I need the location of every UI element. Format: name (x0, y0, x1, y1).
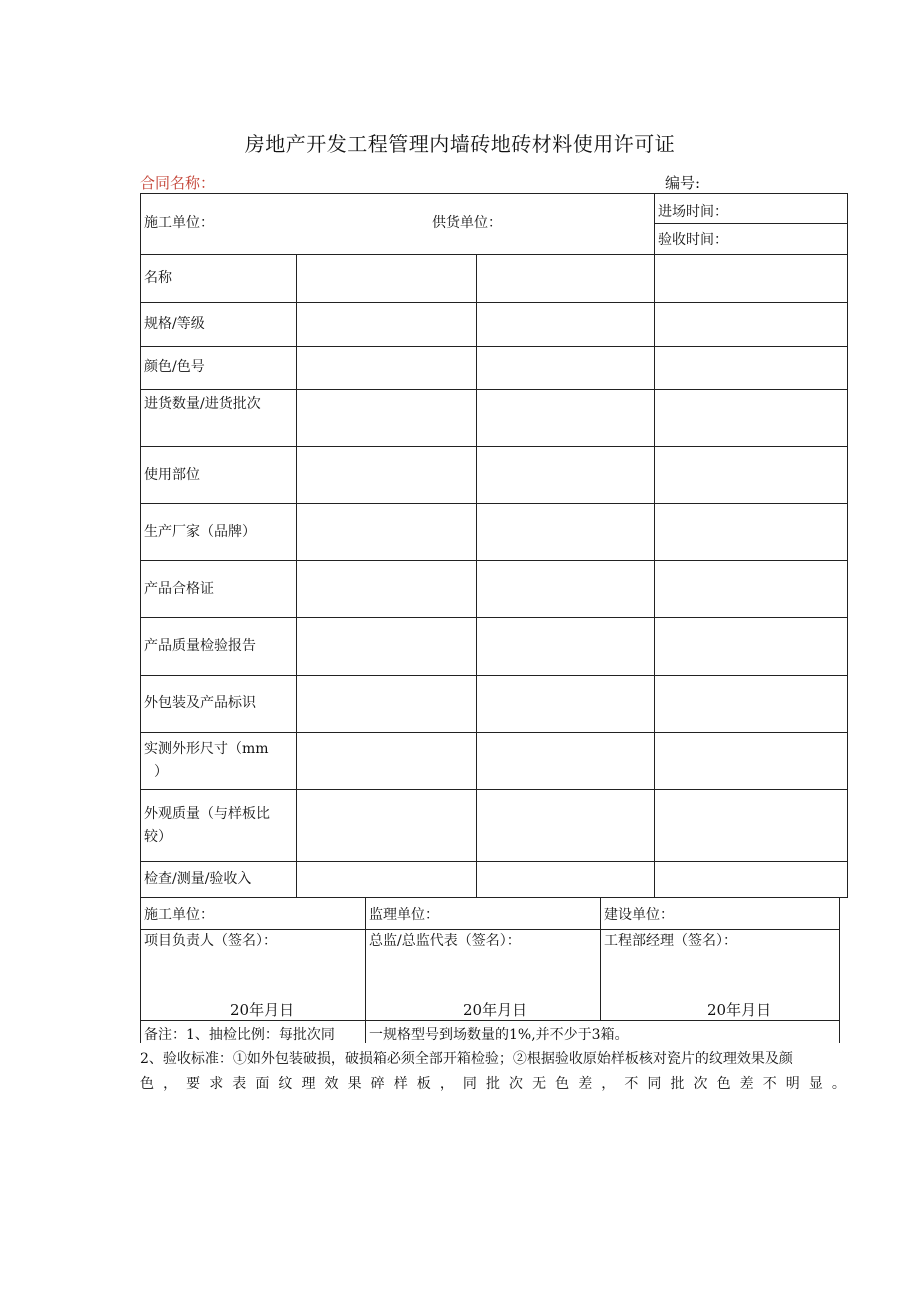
remarks-char: 无 (532, 1076, 547, 1092)
remarks-char: 显 (808, 1076, 823, 1092)
table-border-right (847, 193, 848, 897)
remarks-char: 纹 (278, 1076, 293, 1092)
row-label-spec-grade: 规格/等级 (144, 316, 205, 332)
date-field-3: 20年月日 (707, 1001, 772, 1019)
remarks-char: 不 (762, 1076, 777, 1092)
row-label-appearance-line2: 较） (144, 829, 172, 845)
row-label-color-number: 颜色/色号 (144, 359, 205, 375)
remarks-standard-line: 2、验收标准：①如外包装破损，破损箱必须全部开箱检验；②根据验收原始样板核对瓷片的纹理效果及颜 (140, 1051, 793, 1067)
remarks-char: 面 (255, 1076, 270, 1092)
row-label-certificate: 产品合格证 (144, 581, 214, 597)
remarks-char: 批 (485, 1076, 500, 1092)
contract-name-label: 合同名称： (140, 174, 216, 192)
sign-construction-unit-label: 施工单位： (144, 907, 214, 923)
date-field-1: 20年月日 (230, 1001, 295, 1019)
row-label-inspection-report: 产品质量检验报告 (144, 638, 256, 654)
sign-supervision-unit-label: 监理单位： (369, 907, 439, 923)
remarks-char: 明 (785, 1076, 800, 1092)
serial-number-label: 编号: (665, 174, 701, 192)
remarks-char: ， (601, 1076, 616, 1092)
table-line (654, 223, 848, 224)
table-line (140, 617, 848, 618)
construction-unit-label: 施工单位： (144, 215, 214, 231)
row-label-name: 名称 (144, 270, 172, 286)
remarks-char: 差 (578, 1076, 593, 1092)
row-label-usage-location: 使用部位 (144, 467, 200, 483)
row-label-manufacturer: 生产厂家（品牌） (144, 524, 256, 540)
table-line (140, 389, 848, 390)
table-line (140, 560, 848, 561)
acceptance-time-label: 验收时间： (658, 232, 728, 248)
table-line (140, 503, 848, 504)
remarks-char: 色 (716, 1076, 731, 1092)
remarks-char: 不 (624, 1076, 639, 1092)
remarks-char: 同 (462, 1076, 477, 1092)
supplier-unit-label: 供货单位： (432, 215, 502, 231)
table-line (365, 897, 366, 1043)
remarks-char: 碎 (370, 1076, 385, 1092)
arrival-time-label: 进场时间： (658, 204, 728, 220)
remarks-char: 差 (739, 1076, 754, 1092)
table-border-right (839, 897, 840, 1043)
remarks-char: 板 (416, 1076, 431, 1092)
table-line (140, 446, 848, 447)
table-line (296, 254, 297, 897)
table-line (140, 302, 848, 303)
remarks-char: 要 (186, 1076, 201, 1092)
sign-owner-unit-label: 建设单位： (604, 907, 674, 923)
row-label-appearance-line1: 外观质量（与样板比 (144, 806, 270, 822)
table-border-bottom (140, 897, 848, 898)
table-line (476, 254, 477, 897)
row-label-dimensions-line1: 实测外形尺寸（mm (144, 741, 269, 757)
date-field-2: 20年月日 (463, 1001, 528, 1019)
remarks-standard-line-continued (140, 1073, 846, 1093)
remarks-char: 批 (670, 1076, 685, 1092)
table-line (140, 254, 848, 255)
table-line (140, 861, 848, 862)
remarks-char: 色 (555, 1076, 570, 1092)
remarks-char: 求 (209, 1076, 224, 1092)
remarks-part2: 一规格型号到场数量的1%,并不少于3箱。 (369, 1027, 629, 1043)
table-border-left (140, 193, 141, 897)
remarks-char: 色 (140, 1076, 154, 1092)
remarks-char: ， (163, 1076, 178, 1092)
table-border-top (140, 193, 848, 194)
remarks-char: 表 (232, 1076, 247, 1092)
remarks-char: 同 (647, 1076, 662, 1092)
remarks-char: 次 (509, 1076, 523, 1092)
table-line (600, 897, 601, 1020)
remarks-char: ， (439, 1076, 454, 1092)
row-label-dimensions-line2: ） (154, 764, 168, 780)
table-line (654, 193, 655, 897)
remarks-char: 效 (324, 1076, 339, 1092)
row-label-inspection-entry: 检查/测量/验收入 (144, 871, 252, 887)
row-label-packaging: 外包装及产品标识 (144, 695, 256, 711)
project-leader-signature-label: 项目负责人（签名）： (144, 933, 277, 949)
remarks-char: 。 (831, 1076, 846, 1092)
document-title: 房地产开发工程管理内墙砖地砖材料使用许可证 (244, 132, 676, 156)
table-line (140, 789, 848, 790)
remarks-char: 理 (301, 1076, 316, 1092)
row-label-quantity-batch: 进货数量/进货批次 (144, 396, 261, 412)
remarks-part1: 备注：1、抽检比例：每批次同 (144, 1027, 335, 1043)
table-line (140, 675, 848, 676)
remarks-char: 果 (347, 1076, 362, 1092)
engineering-manager-signature-label: 工程部经理（签名）： (604, 933, 737, 949)
remarks-char: 次 (693, 1076, 708, 1092)
table-border-left (140, 897, 141, 1043)
chief-supervisor-signature-label: 总监/总监代表（签名）： (369, 933, 521, 949)
remarks-char: 样 (393, 1076, 408, 1092)
table-line (140, 346, 848, 347)
table-line (140, 732, 848, 733)
